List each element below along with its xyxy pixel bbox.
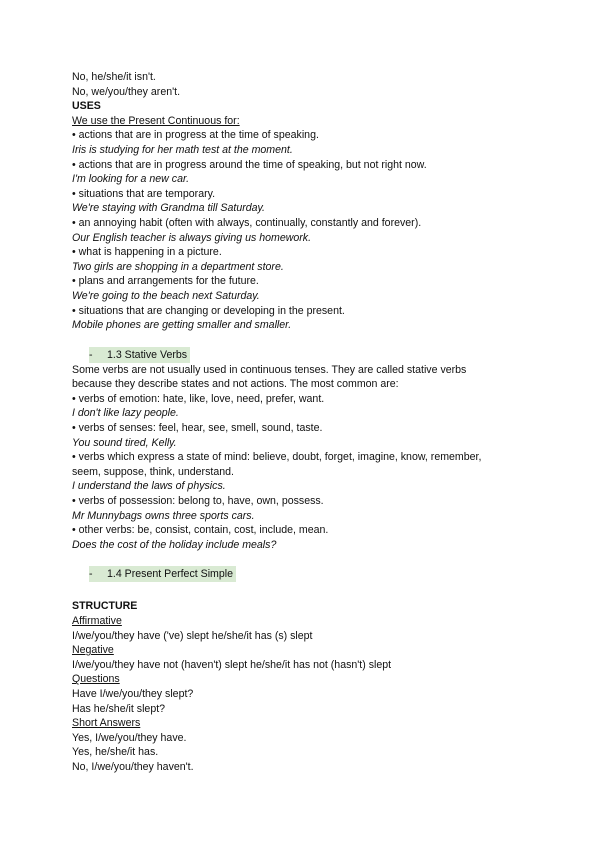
questions-label: Questions bbox=[72, 673, 120, 686]
list-dash: - bbox=[89, 568, 93, 581]
use-rule: • actions that are in progress at the time of speaking. bbox=[72, 129, 319, 142]
negative-label: Negative bbox=[72, 644, 114, 657]
stative-example: I understand the laws of physics. bbox=[72, 480, 226, 493]
use-example: Iris is studying for her math test at the moment. bbox=[72, 143, 293, 156]
uses-heading: USES bbox=[72, 100, 101, 113]
stative-intro-cont: because they describe states and not actions. The most common are: bbox=[72, 378, 399, 391]
stative-rule-cont: seem, suppose, think, understand. bbox=[72, 465, 234, 478]
stative-example: Does the cost of the holiday include meals? bbox=[72, 538, 277, 551]
use-rule: • plans and arrangements for the future. bbox=[72, 275, 259, 288]
perfect-heading-text: 1.4 Present Perfect Simple bbox=[107, 568, 234, 581]
use-rule: • actions that are in progress around the time of speaking, but not right now. bbox=[72, 158, 427, 171]
stative-example: You sound tired, Kelly. bbox=[72, 436, 177, 449]
stative-intro: Some verbs are not usually used in continuous tenses. They are called stative verbs bbox=[72, 363, 467, 376]
uses-intro: We use the Present Continuous for: bbox=[72, 114, 240, 127]
use-example: We're staying with Grandma till Saturday. bbox=[72, 202, 265, 215]
use-example: We're going to the beach next Saturday. bbox=[72, 289, 260, 302]
stative-heading-text: 1.3 Stative Verbs bbox=[107, 348, 188, 361]
negative-short-answer-3rd: No, he/she/it isn't. bbox=[72, 71, 156, 83]
affirmative-form: I/we/you/they have ('ve) slept he/she/it has (s) slept bbox=[72, 629, 313, 642]
use-example: I'm looking for a new car. bbox=[72, 173, 190, 186]
short-answer: Yes, I/we/you/they have. bbox=[72, 731, 187, 744]
negative-form: I/we/you/they have not (haven't) slept he/she/it has not (hasn't) slept bbox=[72, 658, 392, 671]
use-example: Our English teacher is always giving us homework. bbox=[72, 231, 312, 244]
use-rule: • situations that are temporary. bbox=[72, 187, 216, 200]
question-form: Has he/she/it slept? bbox=[72, 702, 166, 715]
short-answers-label: Short Answers bbox=[72, 717, 141, 730]
stative-rule: • verbs of senses: feel, hear, see, smell, sound, taste. bbox=[72, 422, 323, 435]
stative-rule: • verbs of possession: belong to, have, own, possess. bbox=[72, 495, 324, 508]
use-rule: • situations that are changing or developing in the present. bbox=[72, 304, 345, 317]
use-rule: • what is happening in a picture. bbox=[72, 246, 222, 259]
short-answer: No, I/we/you/they haven't. bbox=[72, 760, 194, 773]
short-answer: Yes, he/she/it has. bbox=[72, 746, 159, 759]
use-example: Two girls are shopping in a department store. bbox=[72, 260, 284, 273]
stative-example: I don't like lazy people. bbox=[72, 407, 179, 420]
stative-verbs-heading bbox=[72, 347, 542, 363]
structure-heading: STRUCTURE bbox=[72, 600, 138, 613]
negative-short-answer-plural: No, we/you/they aren't. bbox=[72, 85, 181, 98]
use-example: Mobile phones are getting smaller and smaller. bbox=[72, 319, 292, 332]
stative-rule: • verbs of emotion: hate, like, love, need, prefer, want. bbox=[72, 392, 325, 405]
stative-rule: • other verbs: be, consist, contain, cost, include, mean. bbox=[72, 524, 329, 537]
affirmative-label: Affirmative bbox=[72, 615, 122, 627]
question-form: Have I/we/you/they slept? bbox=[72, 687, 194, 700]
stative-rule: • verbs which express a state of mind: believe, doubt, forget, imagine, know, remember, bbox=[72, 451, 482, 464]
present-perfect-heading bbox=[72, 566, 542, 582]
stative-example: Mr Munnybags owns three sports cars. bbox=[72, 509, 255, 522]
use-rule: • an annoying habit (often with always, continually, constantly and forever). bbox=[72, 216, 422, 229]
list-dash: - bbox=[89, 348, 93, 361]
document-page bbox=[72, 70, 542, 775]
